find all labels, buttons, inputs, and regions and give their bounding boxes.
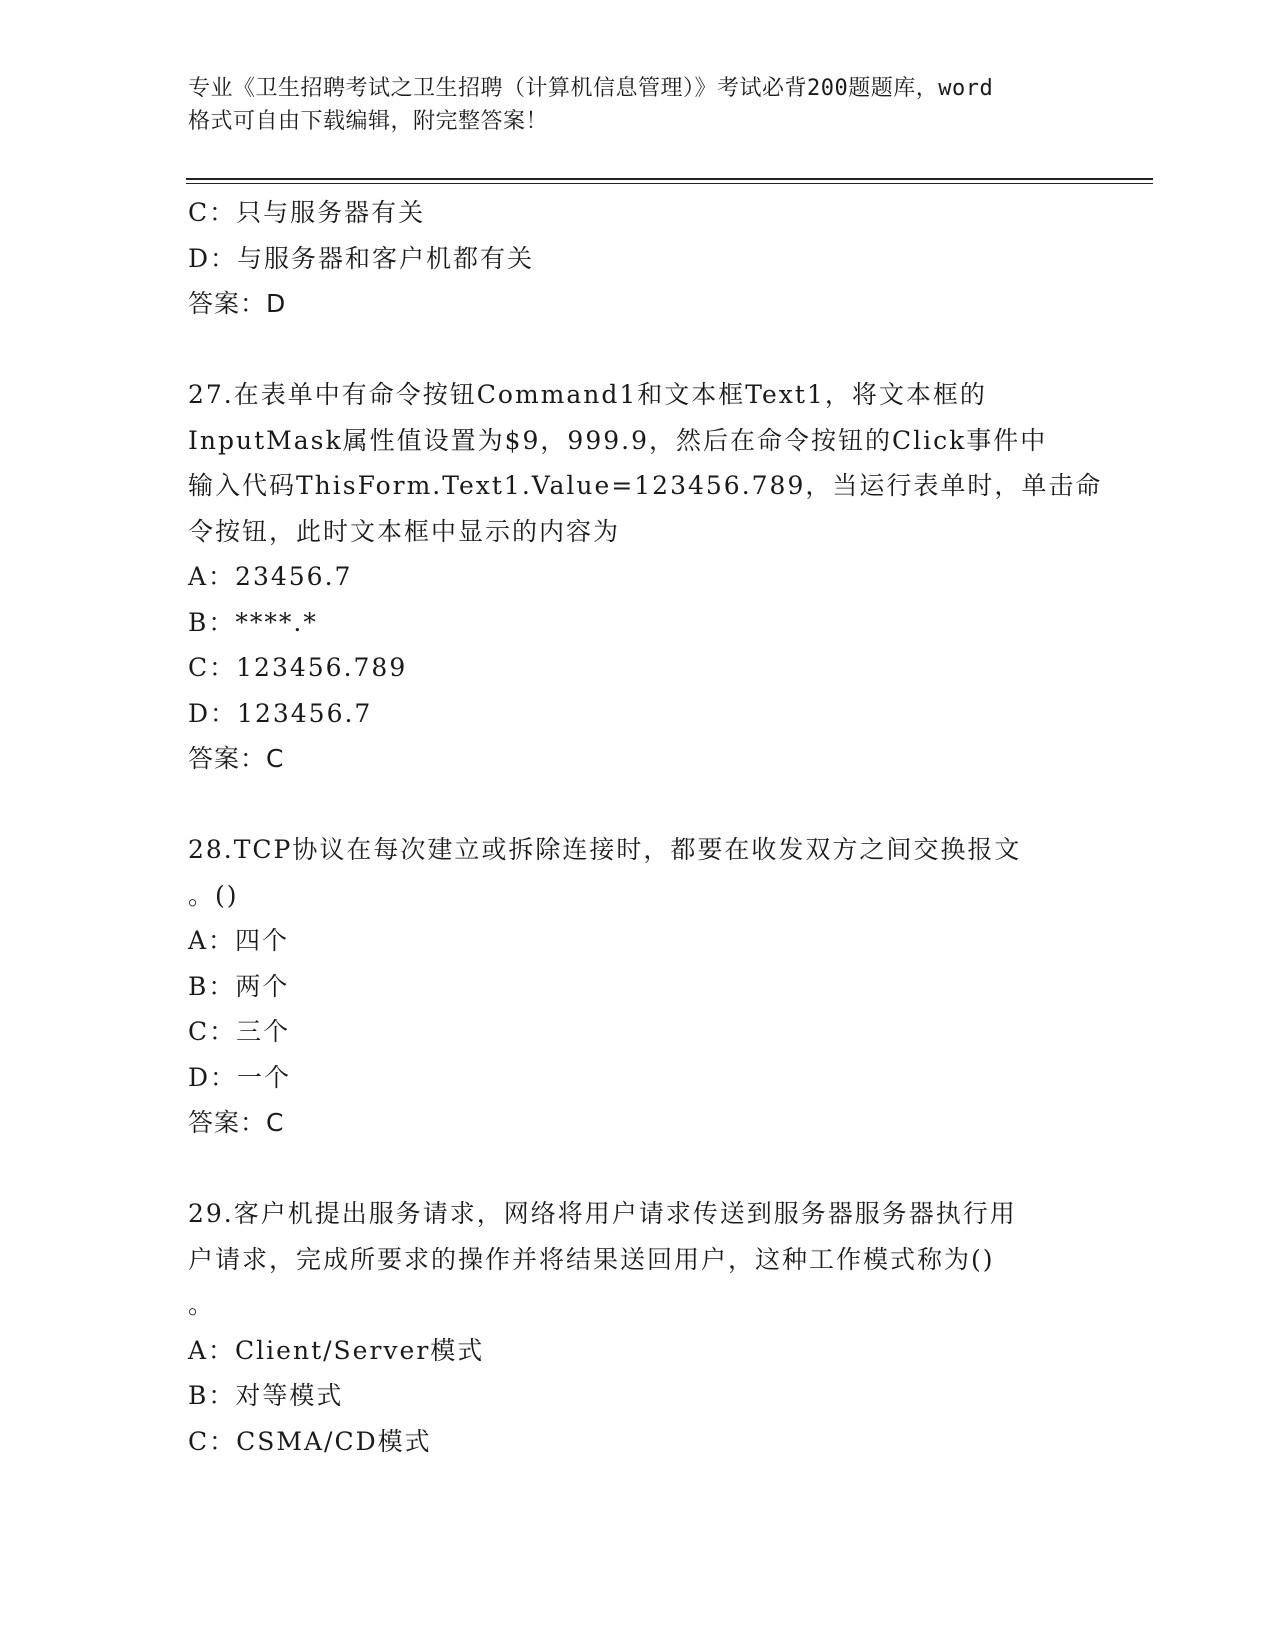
option-c: C：123456.789 bbox=[188, 653, 408, 682]
option-a: A：Client/Server模式 bbox=[188, 1335, 485, 1365]
header-divider-thick bbox=[186, 178, 1153, 180]
option-b: B：两个 bbox=[188, 971, 290, 1001]
option-b: B：对等模式 bbox=[188, 1381, 344, 1410]
question-stem-line: 。() bbox=[188, 880, 239, 910]
answer: 答案：D bbox=[188, 289, 287, 318]
option-a: A：四个 bbox=[188, 926, 290, 955]
option-d: D：与服务器和客户机都有关 bbox=[188, 243, 535, 273]
question-stem-line: 。 bbox=[188, 1290, 216, 1319]
header-divider-thin bbox=[186, 183, 1153, 184]
question-content bbox=[188, 190, 1103, 1464]
question-stem-line: 户请求，完成所要求的操作并将结果送回用户，这种工作模式称为() bbox=[188, 1244, 995, 1274]
question-stem-line: 27.在表单中有命令按钮Command1和文本框Text1，将文本框的 bbox=[188, 380, 987, 409]
option-d: D：123456.7 bbox=[188, 698, 373, 728]
option-b: B：****.* bbox=[188, 607, 318, 637]
question-stem-line: 28.TCP协议在每次建立或拆除连接时，都要在收发双方之间交换报文 bbox=[188, 835, 1022, 864]
option-d: D：一个 bbox=[188, 1062, 292, 1092]
question-stem-line: InputMask属性值设置为$9，999.9，然后在命令按钮的Click事件中 bbox=[188, 425, 1048, 455]
option-c: C：CSMA/CD模式 bbox=[188, 1426, 432, 1456]
answer: 答案：C bbox=[188, 744, 285, 773]
document-header bbox=[188, 72, 1088, 138]
option-c: C：只与服务器有关 bbox=[188, 198, 426, 227]
header-line-2: 格式可自由下载编辑，附完整答案！ bbox=[188, 109, 549, 134]
question-stem-line: 输入代码ThisForm.Text1.Value=123456.789，当运行表单时，单击命 bbox=[188, 471, 1103, 500]
question-stem-line: 令按钮，此时文本框中显示的内容为 bbox=[188, 516, 621, 546]
header-line-1: 专业《卫生招聘考试之卫生招聘（计算机信息管理）》考试必背200题题库，word bbox=[188, 76, 994, 101]
option-c: C：三个 bbox=[188, 1017, 291, 1046]
answer: 答案：C bbox=[188, 1108, 285, 1137]
question-stem-line: 29.客户机提出服务请求，网络将用户请求传送到服务器服务器执行用 bbox=[188, 1199, 1017, 1228]
option-a: A：23456.7 bbox=[188, 562, 353, 591]
